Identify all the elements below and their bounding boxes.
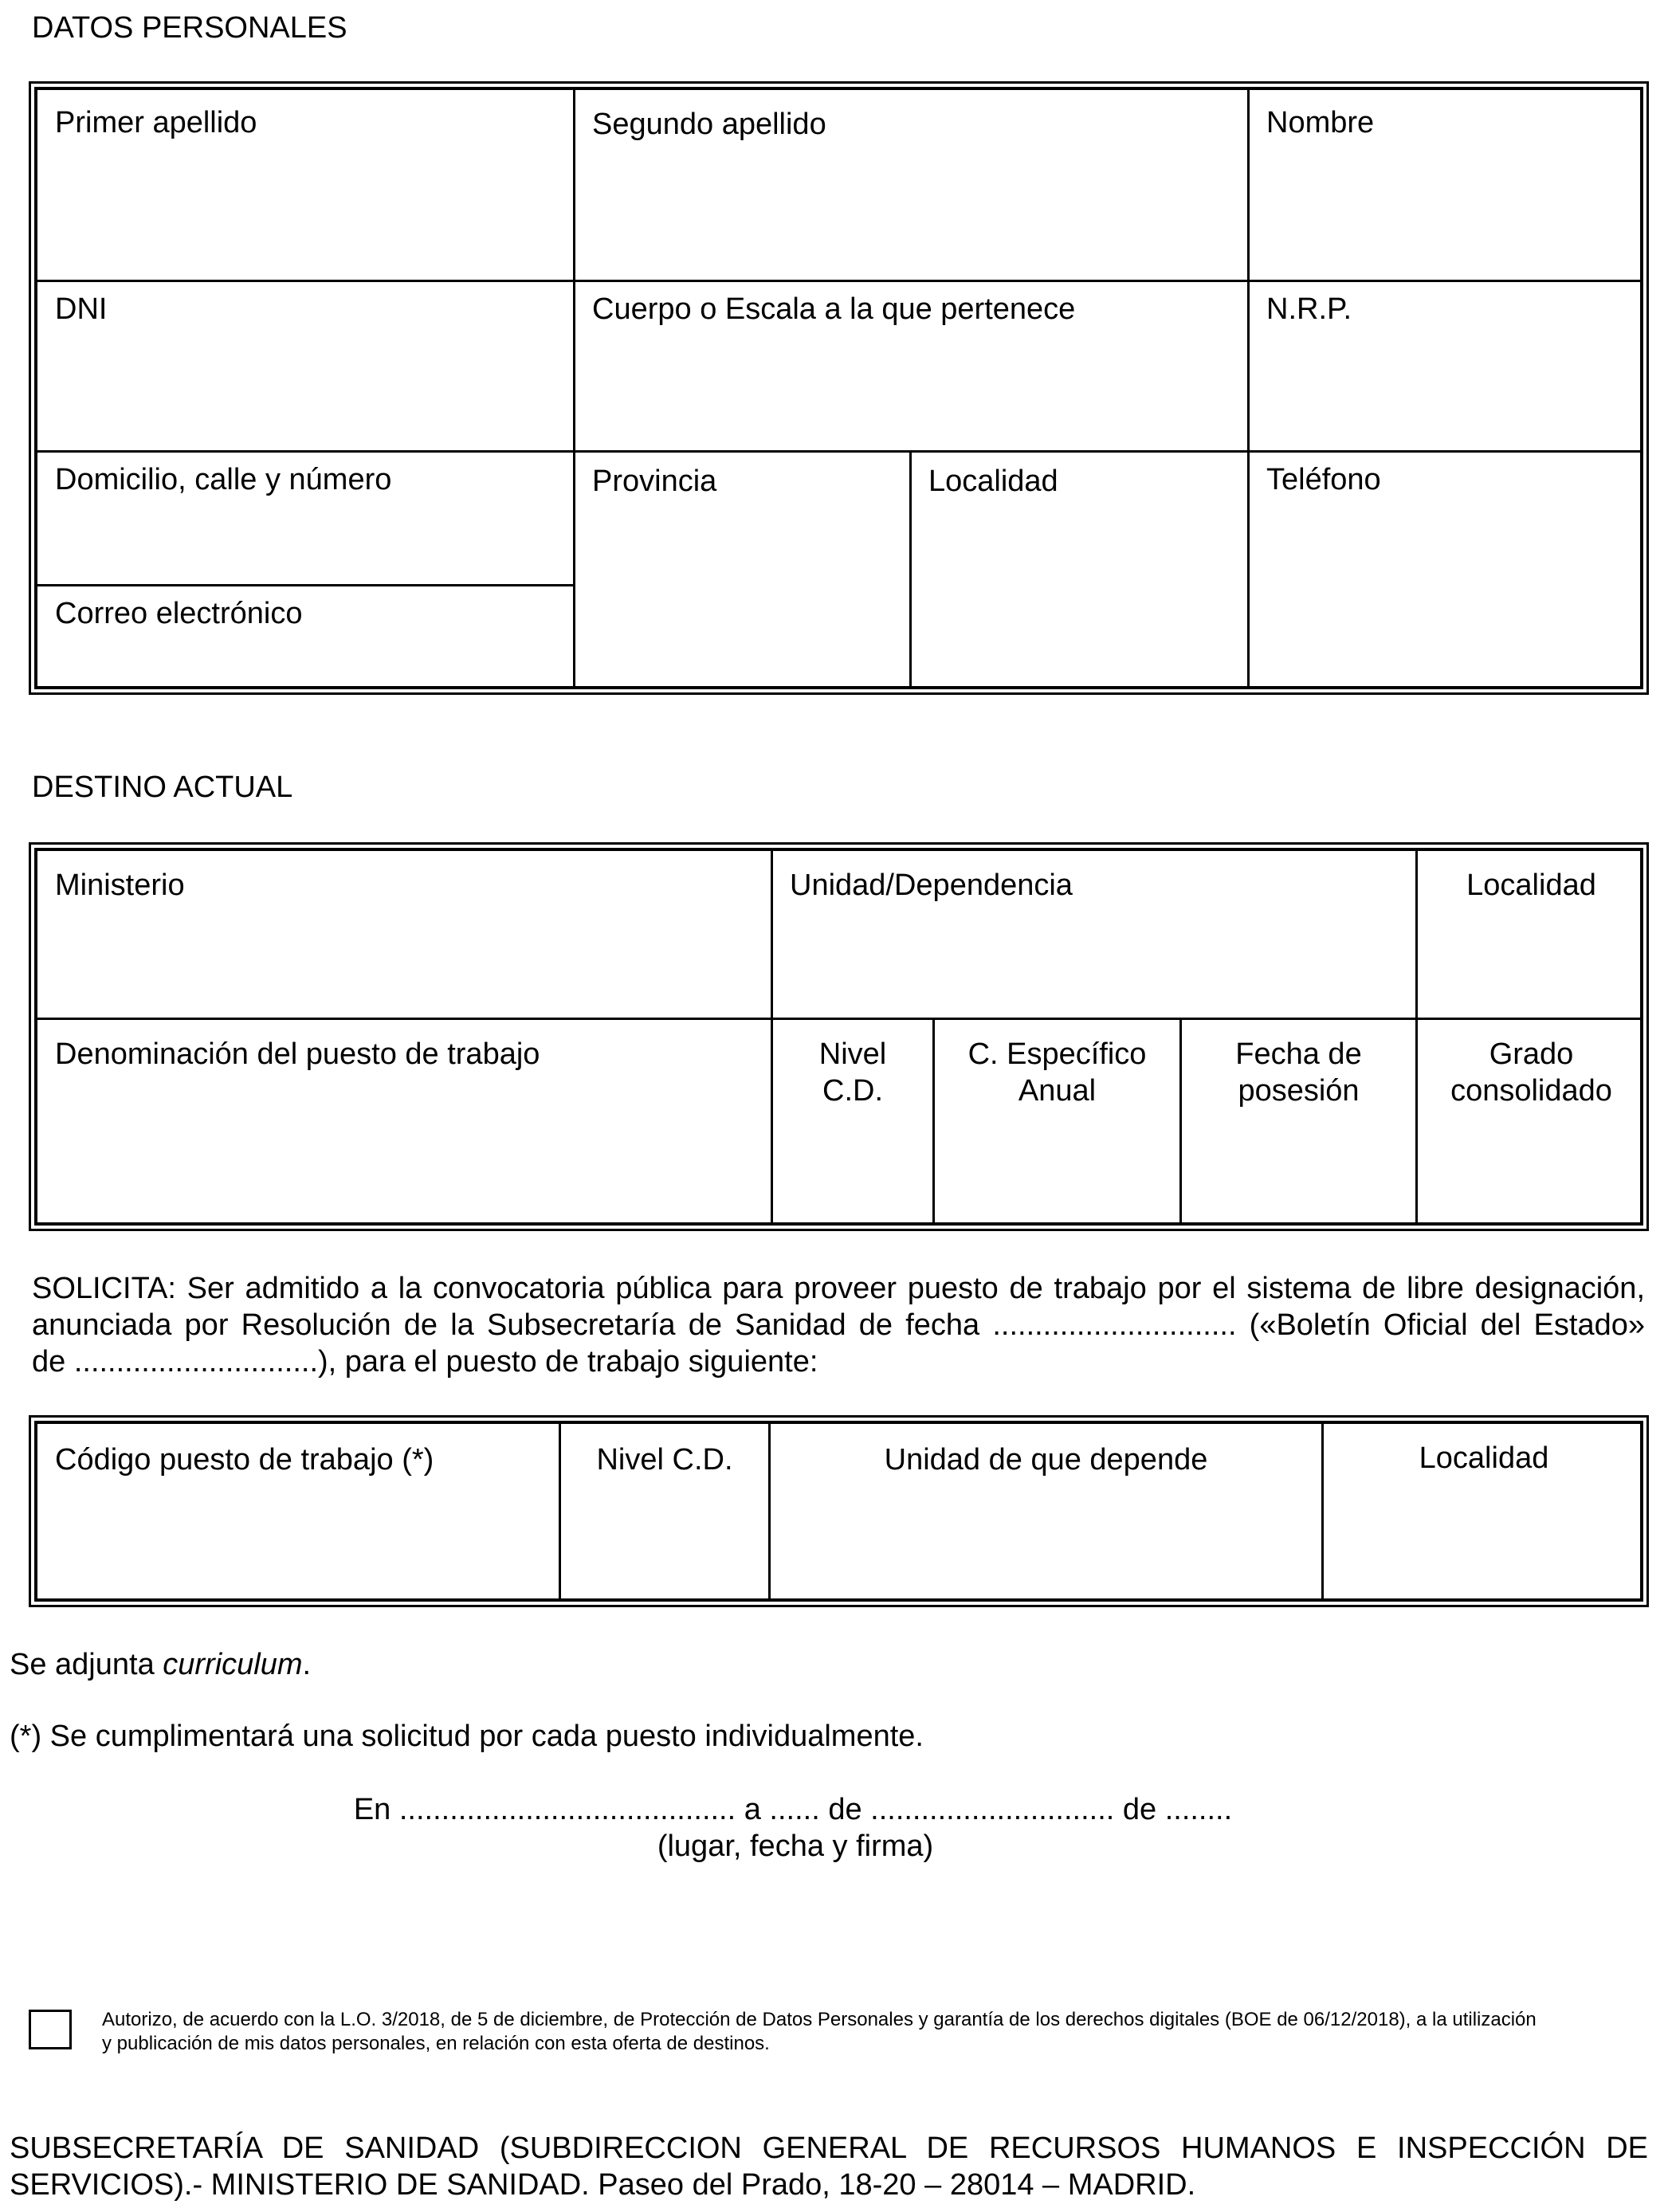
- field-unidad-de-que-depende[interactable]: Unidad de que depende: [884, 1443, 1208, 1477]
- signature-caption: (lugar, fecha y firma): [657, 1830, 934, 1863]
- field-dni[interactable]: DNI: [55, 292, 108, 326]
- consent-checkbox[interactable]: [29, 2010, 72, 2049]
- field-complemento-especifico[interactable]: C. Específico Anual: [967, 1037, 1147, 1108]
- field-provincia[interactable]: Provincia: [592, 465, 717, 498]
- row-divider: [37, 1018, 1640, 1020]
- field-nivel-cd[interactable]: Nivel C.D.: [818, 1037, 887, 1108]
- column-divider: [909, 450, 912, 686]
- personal-data-table: [29, 81, 1649, 695]
- field-nombre[interactable]: Nombre: [1266, 106, 1375, 139]
- field-cuerpo-escala[interactable]: Cuerpo o Escala a la que pertenece: [592, 292, 1076, 326]
- field-localidad-destino[interactable]: Localidad: [1466, 869, 1596, 902]
- consent-text: Autorizo, de acuerdo con la L.O. 3/2018, de 5 de diciembre, de Protección de Datos Personales y garantía de los derechos digitales (BOE de 06/12/2018), a la utilización y publicación de mis datos personales, en relación con esta oferta de destinos.: [102, 2009, 1537, 2054]
- row-divider: [37, 450, 1640, 453]
- field-codigo-puesto[interactable]: Código puesto de trabajo (*): [55, 1443, 434, 1477]
- field-segundo-apellido[interactable]: Segundo apellido: [592, 108, 826, 141]
- field-grado-consolidado[interactable]: Grado consolidado: [1450, 1037, 1612, 1108]
- attached-curriculum-note: Se adjunta curriculum.: [10, 1648, 312, 1681]
- current-post-table: [29, 842, 1649, 1231]
- footer-address: SUBSECRETARÍA DE SANIDAD (SUBDIRECCION GENERAL DE RECURSOS HUMANOS E INSPECCIÓN DE SERVICIOS).- MINISTERIO DE SANIDAD. Paseo del Prado, 18-20 – 28014 – MADRID.: [10, 2132, 1648, 2202]
- field-correo-electronico[interactable]: Correo electrónico: [55, 597, 303, 630]
- field-primer-apellido[interactable]: Primer apellido: [55, 106, 257, 139]
- field-nrp[interactable]: N.R.P.: [1266, 292, 1352, 326]
- column-divider: [573, 90, 575, 686]
- row-divider: [37, 280, 1640, 282]
- solicita-paragraph: SOLICITA: Ser admitido a la convocatoria pública para proveer puesto de trabajo por el sistema de libre designación, anunciada por Resolución de la Subsecretaría de Sanidad de fecha ............................. («Boletín Oficial del Estado» de .............................), para el puesto de trabajo siguiente:: [32, 1272, 1645, 1379]
- signature-line[interactable]: En ........................................ a ...... de ............................. de ........: [353, 1793, 1233, 1826]
- field-unidad-dependencia[interactable]: Unidad/Dependencia: [790, 869, 1073, 902]
- field-localidad[interactable]: Localidad: [928, 465, 1058, 498]
- field-nivel-cd-solicitado[interactable]: Nivel C.D.: [596, 1443, 733, 1477]
- field-fecha-posesion[interactable]: Fecha de posesión: [1235, 1037, 1362, 1108]
- field-ministerio[interactable]: Ministerio: [55, 869, 185, 902]
- field-localidad-solicitada[interactable]: Localidad: [1419, 1441, 1549, 1475]
- section-title-destino-actual: DESTINO ACTUAL: [32, 771, 293, 804]
- asterisk-note: (*) Se cumplimentará una solicitud por cada puesto individualmente.: [10, 1720, 924, 1753]
- field-domicilio[interactable]: Domicilio, calle y número: [55, 463, 392, 496]
- row-divider: [37, 584, 573, 586]
- column-divider: [1247, 90, 1250, 686]
- section-title-datos-personales: DATOS PERSONALES: [32, 11, 347, 45]
- requested-post-table: [29, 1415, 1649, 1607]
- field-telefono[interactable]: Teléfono: [1266, 463, 1381, 496]
- field-denominacion-puesto[interactable]: Denominación del puesto de trabajo: [55, 1037, 540, 1071]
